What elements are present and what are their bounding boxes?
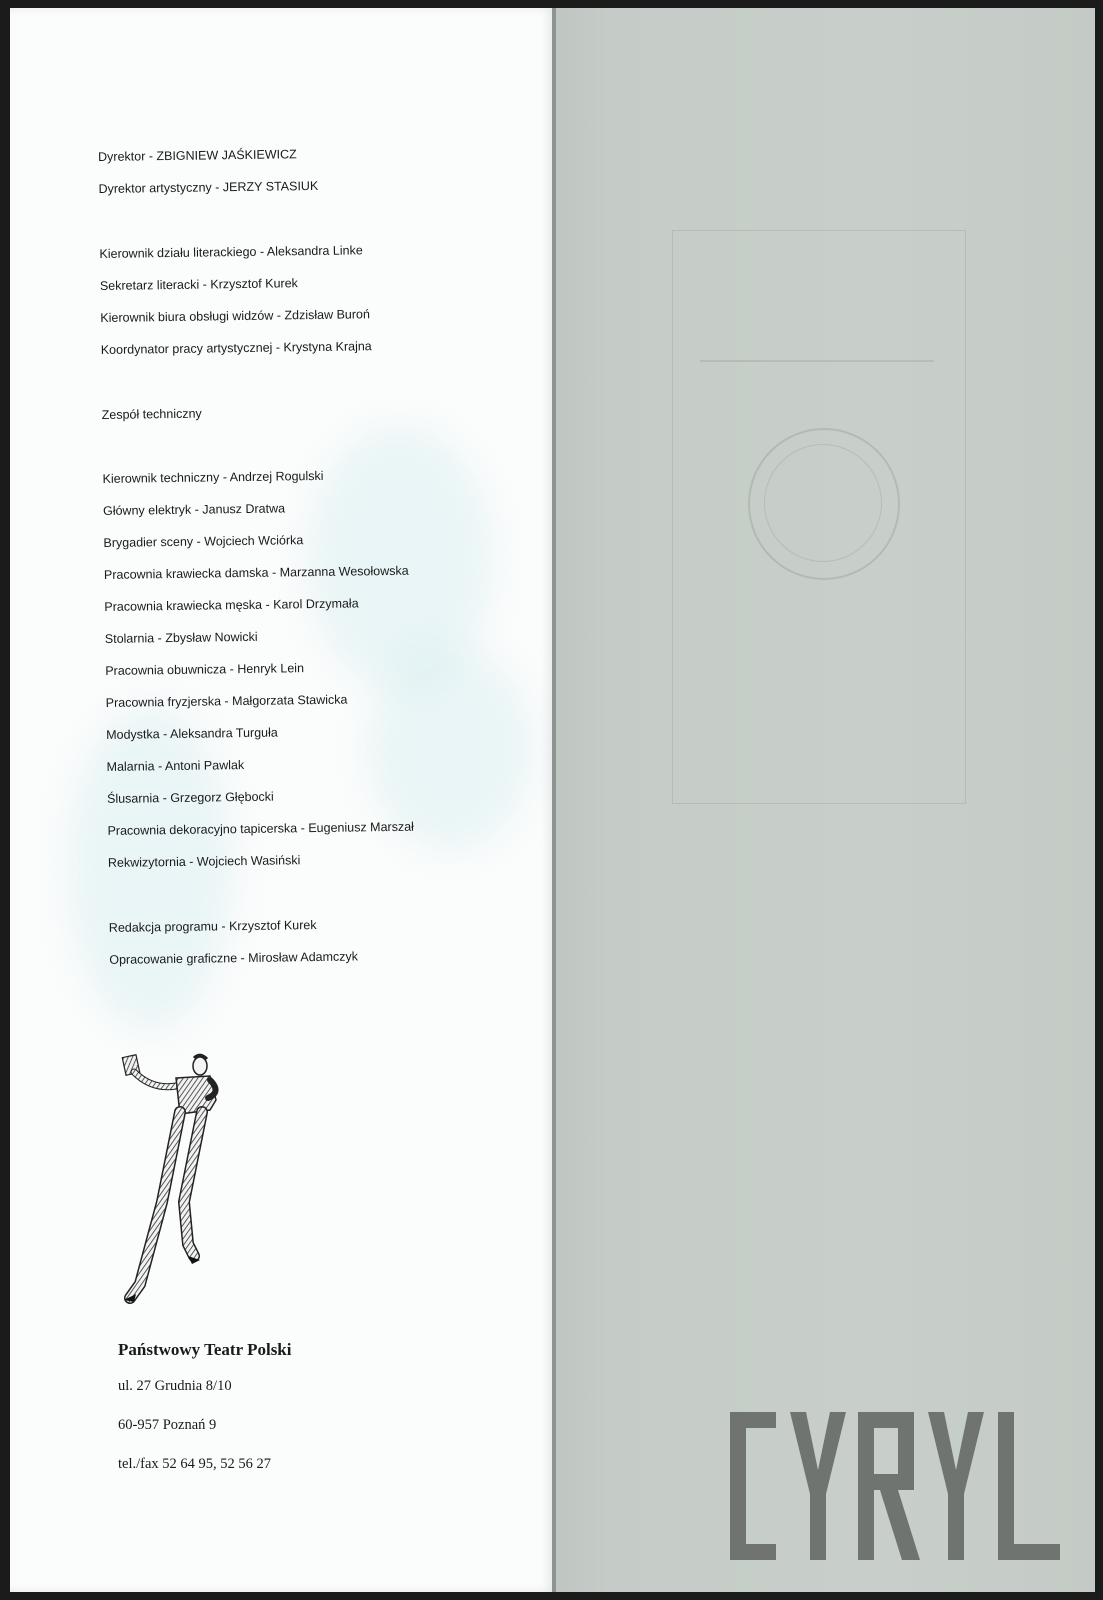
faded-stamp-icon bbox=[748, 428, 900, 580]
technical-team-heading: Zespół techniczny bbox=[101, 406, 202, 422]
staff-line-womens-tailoring: Pracownia krawiecka damska - Marzanna Wesołowska bbox=[103, 563, 409, 582]
staff-line-stage-foreman: Brygadier sceny - Wojciech Wciórka bbox=[103, 533, 304, 550]
dancing-man-illustration bbox=[118, 1052, 238, 1314]
theatre-address bbox=[118, 1340, 292, 1495]
staff-line-technical-head: Kierownik techniczny - Andrzej Rogulski bbox=[102, 468, 324, 486]
staff-line-graphic-design: Opracowanie graficzne - Mirosław Adamczyk bbox=[109, 949, 359, 967]
staff-line-audience-office: Kierownik biura obsługi widzów - Zdzisław Buroń bbox=[100, 307, 370, 325]
staff-line-millinery: Modystka - Aleksandra Turguła bbox=[106, 725, 278, 742]
staff-line-shoemaking: Pracownia obuwnicza - Henryk Lein bbox=[105, 661, 305, 678]
staff-line-locksmith: Ślusarnia - Grzegorz Głębocki bbox=[106, 789, 274, 806]
theatre-city: 60-957 Poznań 9 bbox=[118, 1417, 217, 1433]
staff-line-director: Dyrektor - ZBIGNIEW JAŚKIEWICZ bbox=[98, 147, 297, 164]
staff-line-artistic-director: Dyrektor artystyczny - JERZY STASIUK bbox=[98, 178, 319, 196]
staff-line-art-coordinator: Koordynator pracy artystycznej - Krystyna Krajna bbox=[100, 339, 372, 357]
staff-line-carpentry: Stolarnia - Zbysław Nowicki bbox=[104, 629, 258, 646]
staff-line-program-editor: Redakcja programu - Krzysztof Kurek bbox=[108, 918, 317, 935]
cyryl-watermark-logo bbox=[730, 1412, 1060, 1560]
theatre-street: ul. 27 Grudnia 8/10 bbox=[118, 1378, 232, 1394]
staff-line-mens-tailoring: Pracownia krawiecka męska - Karol Drzymała bbox=[104, 596, 359, 614]
theatre-name: Państwowy Teatr Polski bbox=[118, 1340, 292, 1359]
staff-line-paint-shop: Malarnia - Antoni Pawlak bbox=[106, 758, 245, 774]
theatre-phone: tel./fax 52 64 95, 52 56 27 bbox=[118, 1456, 272, 1472]
staff-line-literary-secretary: Sekretarz literacki - Krzysztof Kurek bbox=[99, 276, 298, 293]
staff-line-upholstery: Pracownia dekoracyjno tapicerska - Eugeniusz Marszał bbox=[107, 819, 414, 838]
staff-line-hairdressing: Pracownia fryzjerska - Małgorzata Stawicka bbox=[105, 692, 348, 710]
staff-line-props: Rekwizytornia - Wojciech Wasiński bbox=[107, 853, 301, 870]
staff-line-chief-electrician: Główny elektryk - Janusz Dratwa bbox=[102, 501, 286, 518]
staff-line-literary-head: Kierownik działu literackiego - Aleksandra Linke bbox=[99, 243, 363, 261]
show-through-rule bbox=[700, 360, 934, 362]
